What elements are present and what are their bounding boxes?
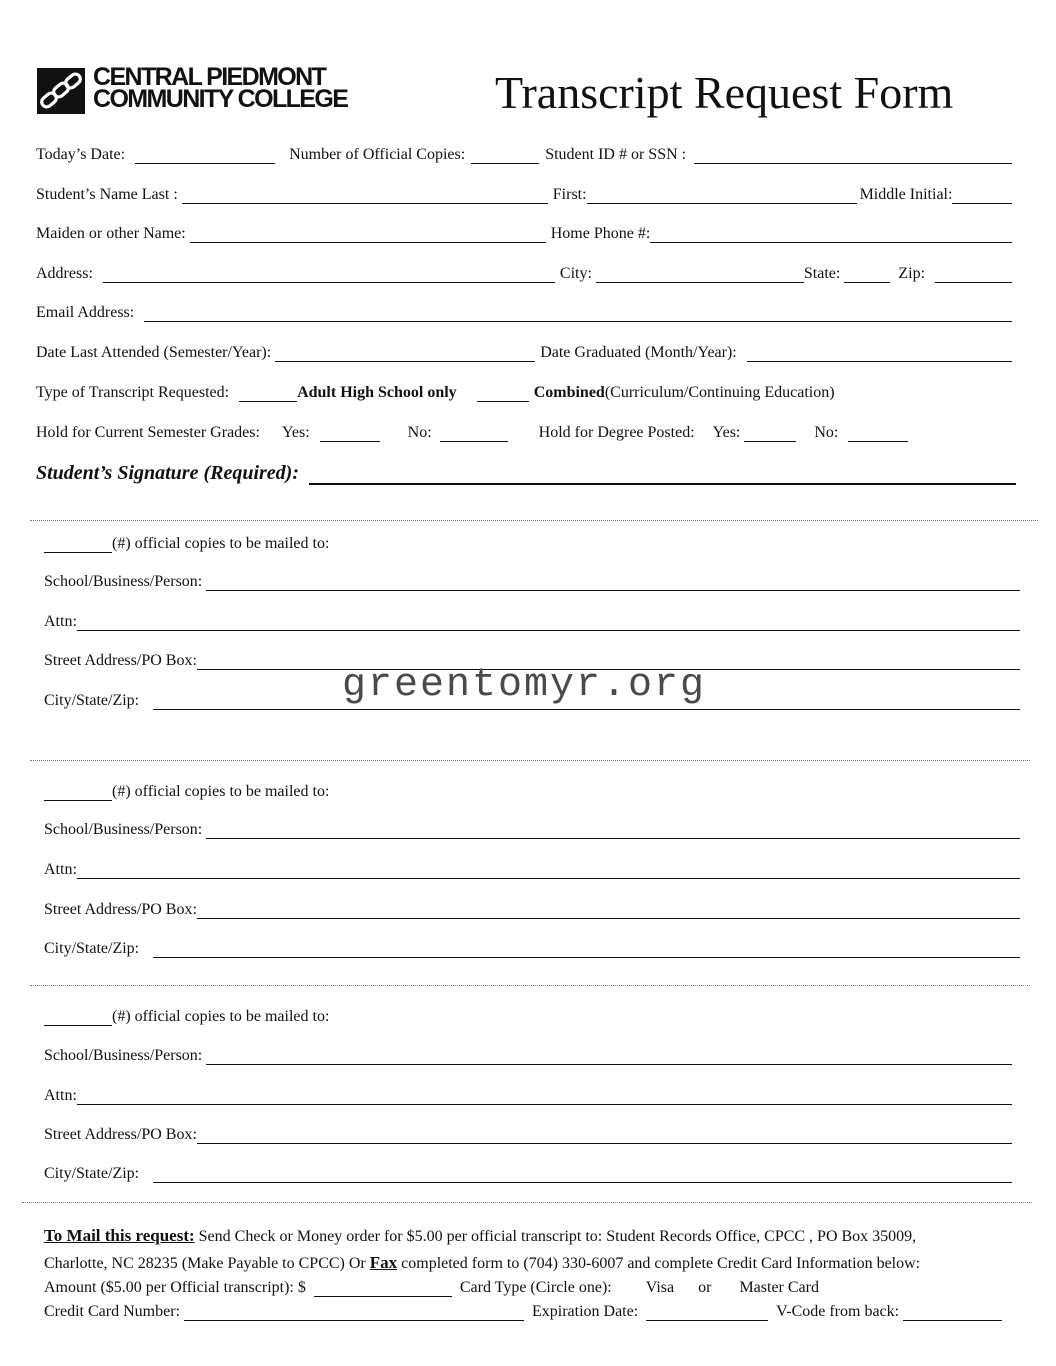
mailing-2-attn-field[interactable] [77, 864, 1020, 879]
name-last-label: Student’s Name Last : [36, 186, 178, 203]
college-name-line2: COMMUNITY COLLEGE [93, 85, 348, 113]
divider [30, 760, 1030, 761]
middle-initial-label: Middle Initial: [859, 186, 953, 203]
mail-instructions-line2 [44, 1253, 920, 1273]
mastercard-option[interactable]: Master Card [739, 1279, 819, 1296]
todays-date-label: Today’s Date: [36, 146, 126, 163]
adult-high-school-field[interactable] [239, 387, 297, 402]
row-transcript-type [36, 384, 1012, 402]
mailing-1-copies-row [44, 535, 1020, 553]
student-id-field[interactable] [694, 149, 1012, 164]
mailing-2-street-row [44, 901, 1020, 919]
card-type-label: Card Type (Circle one): [459, 1279, 612, 1296]
payment-amount-row [44, 1279, 944, 1297]
hold-degree-yes-label: Yes: [712, 424, 741, 441]
mail-line2-b: completed form to (704) 330-6007 and complete Credit Card Information below: [397, 1255, 921, 1272]
hold-semester-label: Hold for Current Semester Grades: [36, 424, 260, 441]
signature-row [36, 462, 1016, 485]
mailing-3-attn-row [44, 1087, 1012, 1105]
divider [22, 1202, 1032, 1203]
signature-label: Student’s Signature (Required): [36, 462, 299, 484]
adult-high-school-label: Adult High School only [297, 384, 457, 401]
state-field[interactable] [844, 268, 890, 283]
mailing-3-copies-label: (#) official copies to be mailed to: [112, 1008, 330, 1025]
amount-label: Amount ($5.00 per Official transcript): $ [44, 1279, 306, 1296]
row-maiden-phone [36, 225, 1012, 243]
zip-label: Zip: [898, 265, 926, 282]
college-name [93, 63, 348, 113]
official-copies-field[interactable] [471, 149, 539, 164]
mailing-3-school-label: School/Business/Person: [44, 1047, 203, 1064]
date-graduated-label: Date Graduated (Month/Year): [540, 344, 737, 361]
mailing-1-city-label: City/State/Zip: [44, 692, 140, 709]
mailing-3-street-field[interactable] [197, 1129, 1012, 1144]
mailing-3-copies-field[interactable] [44, 1011, 112, 1026]
row-student-name [36, 186, 1012, 204]
hold-semester-no-field[interactable] [440, 427, 508, 442]
mailing-2-copies-field[interactable] [44, 786, 112, 801]
vcode-label: V-Code from back: [776, 1303, 900, 1320]
state-label: State: [803, 265, 841, 282]
mailing-2-city-label: City/State/Zip: [44, 940, 140, 957]
row-address [36, 265, 1012, 283]
mailing-2-city-row [44, 940, 1020, 958]
mailing-3-city-label: City/State/Zip: [44, 1165, 140, 1182]
or-text: or [698, 1279, 712, 1296]
mail-text: Send Check or Money order for $5.00 per official transcript to: Student Records Office, CPCC , PO Box 35009, [194, 1228, 917, 1245]
first-name-label: First: [552, 186, 587, 203]
college-name-line1: CENTRAL PIEDMONT [93, 63, 326, 91]
mailing-2-school-field[interactable] [206, 824, 1020, 839]
combined-label: Combined [533, 384, 605, 401]
mailing-1-street-label: Street Address/PO Box: [44, 652, 197, 669]
email-label: Email Address: [36, 304, 135, 321]
mailing-3-city-row [44, 1165, 1012, 1183]
row-holds [36, 424, 1012, 442]
mailing-3-copies-row [44, 1008, 1012, 1026]
transcript-type-label: Type of Transcript Requested: [36, 384, 230, 401]
divider [30, 520, 1038, 521]
vcode-field[interactable] [903, 1306, 1002, 1321]
mail-heading: To Mail this request: [44, 1226, 195, 1245]
mail-instructions-line1 [44, 1226, 916, 1246]
mailing-2-street-field[interactable] [197, 904, 1020, 919]
hold-semester-yes-field[interactable] [320, 427, 380, 442]
expiration-field[interactable] [646, 1306, 768, 1321]
hold-degree-no-label: No: [814, 424, 839, 441]
visa-option[interactable]: Visa [645, 1279, 675, 1296]
combined-field[interactable] [477, 387, 529, 402]
mailing-3-attn-label: Attn: [44, 1087, 77, 1104]
official-copies-label: Number of Official Copies: [289, 146, 466, 163]
mailing-1-attn-row [44, 613, 1020, 631]
row-dates [36, 344, 1012, 362]
mailing-1-school-row [44, 573, 1020, 591]
city-label: City: [559, 265, 592, 282]
mailing-1-attn-label: Attn: [44, 613, 77, 630]
mailing-1-copies-label: (#) official copies to be mailed to: [112, 535, 330, 552]
mailing-2-copies-row [44, 783, 1020, 801]
mailing-3-city-field[interactable] [153, 1168, 1012, 1183]
city-field[interactable] [596, 268, 804, 283]
mailing-2-attn-label: Attn: [44, 861, 77, 878]
home-phone-field[interactable] [650, 228, 1012, 243]
row-date-copies-id [36, 146, 1012, 164]
mailing-1-copies-field[interactable] [44, 538, 112, 553]
mailing-3-street-label: Street Address/PO Box: [44, 1126, 197, 1143]
zip-field[interactable] [935, 268, 1012, 283]
mailing-2-attn-row [44, 861, 1020, 879]
mailing-2-copies-label: (#) official copies to be mailed to: [112, 783, 330, 800]
mailing-1-school-label: School/Business/Person: [44, 573, 203, 590]
mailing-2-city-field[interactable] [153, 943, 1020, 958]
mailing-2-street-label: Street Address/PO Box: [44, 901, 197, 918]
maiden-name-field[interactable] [190, 228, 546, 243]
first-name-field[interactable] [587, 189, 857, 204]
home-phone-label: Home Phone #: [550, 225, 651, 242]
middle-initial-field[interactable] [952, 189, 1012, 204]
mailing-1-school-field[interactable] [206, 576, 1020, 591]
hold-semester-no-label: No: [407, 424, 432, 441]
address-label: Address: [36, 265, 93, 282]
hold-degree-no-field[interactable] [848, 427, 908, 442]
date-graduated-field[interactable] [747, 347, 1012, 362]
mailing-2-school-label: School/Business/Person: [44, 821, 203, 838]
student-id-label: Student ID # or SSN : [545, 146, 687, 163]
amount-field[interactable] [314, 1282, 452, 1297]
todays-date-field[interactable] [135, 149, 275, 164]
email-field[interactable] [144, 307, 1012, 322]
mail-line2-a: Charlotte, NC 28235 (Make Payable to CPCC) Or [44, 1255, 370, 1272]
divider [30, 985, 1030, 986]
mailing-2-school-row [44, 821, 1020, 839]
page-title: Transcript Request Form [495, 67, 954, 118]
row-email [36, 304, 1012, 322]
date-last-attended-label: Date Last Attended (Semester/Year): [36, 344, 272, 361]
card-number-row [44, 1303, 1002, 1321]
mailing-3-attn-field[interactable] [77, 1090, 1012, 1105]
mailing-3-school-field[interactable] [206, 1050, 1012, 1065]
address-field[interactable] [103, 268, 555, 283]
watermark: greentomyr.org [342, 663, 707, 708]
mailing-3-street-row [44, 1126, 1012, 1144]
mailing-1-attn-field[interactable] [77, 616, 1020, 631]
mailing-3-school-row [44, 1047, 1012, 1065]
name-last-field[interactable] [182, 189, 548, 204]
chain-link-logo-icon [37, 68, 85, 114]
college-logo [37, 63, 397, 116]
date-last-attended-field[interactable] [275, 347, 535, 362]
hold-degree-yes-field[interactable] [744, 427, 796, 442]
hold-semester-yes-label: Yes: [281, 424, 310, 441]
hold-degree-label: Hold for Degree Posted: [538, 424, 695, 441]
fax-label: Fax [369, 1253, 398, 1272]
combined-detail: (Curriculum/Continuing Education) [604, 384, 835, 401]
signature-field[interactable] [309, 467, 1016, 485]
card-number-label: Credit Card Number: [44, 1303, 180, 1320]
maiden-name-label: Maiden or other Name: [36, 225, 186, 242]
expiration-label: Expiration Date: [531, 1303, 639, 1320]
card-number-field[interactable] [184, 1306, 524, 1321]
